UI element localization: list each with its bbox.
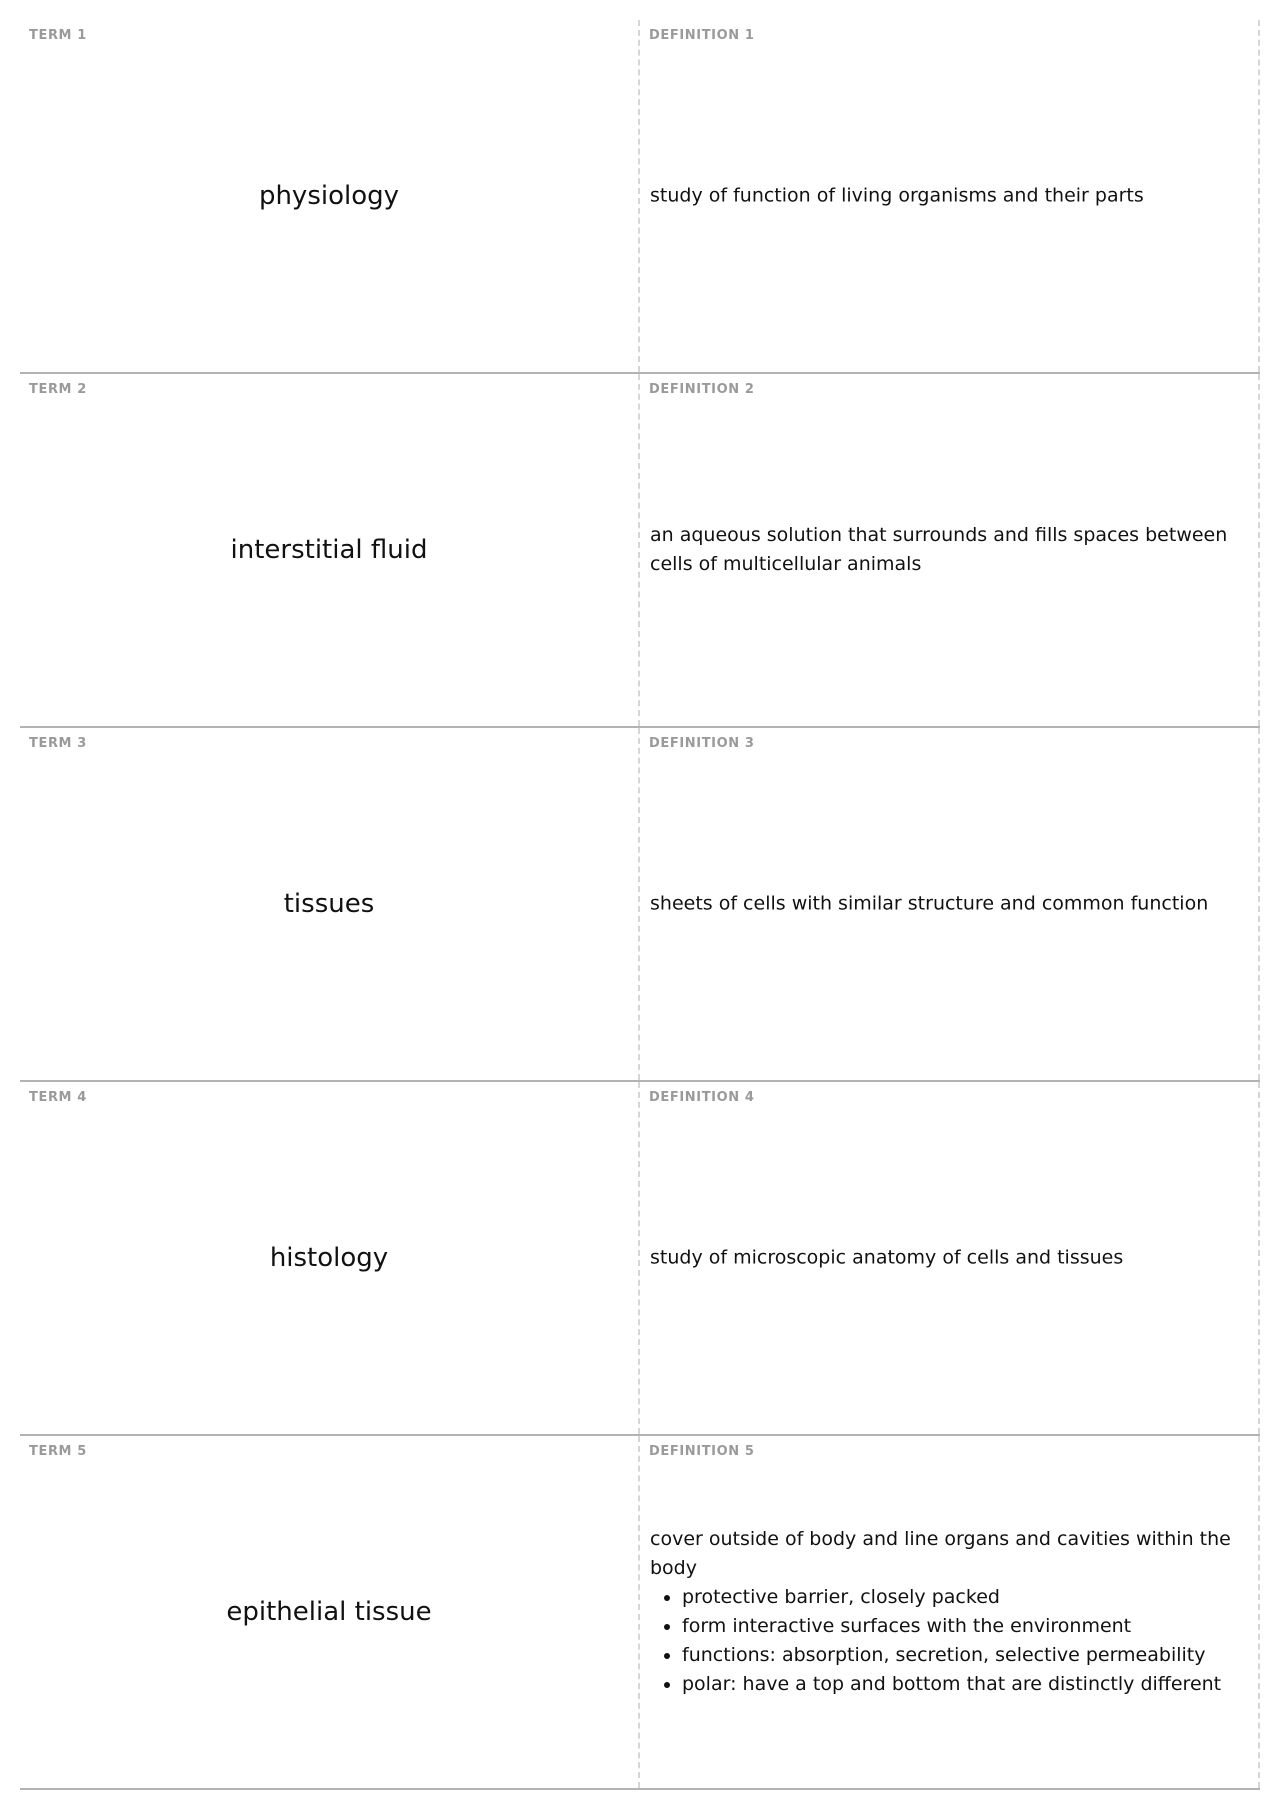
term-cell xyxy=(20,374,640,726)
definition-body xyxy=(650,521,1248,579)
definition-label: DEFINITION 4 xyxy=(649,1090,755,1105)
definition-cell xyxy=(640,728,1260,1080)
term-text: physiology xyxy=(258,181,400,211)
definition-label: DEFINITION 3 xyxy=(649,736,755,751)
definition-text: an aqueous solution that surrounds and fills spaces between cells of multicellular animals xyxy=(650,524,1228,575)
term-cell xyxy=(20,1082,640,1434)
definition-bullet: • form interactive surfaces with the environment xyxy=(682,1612,1248,1641)
definition-text: study of microscopic anatomy of cells and tissues xyxy=(650,1246,1124,1269)
definition-body xyxy=(650,1244,1248,1273)
definition-text: sheets of cells with similar structure and common function xyxy=(650,892,1209,915)
term-cell xyxy=(20,1436,640,1788)
definition-cell xyxy=(640,1082,1260,1434)
definition-label: DEFINITION 1 xyxy=(649,28,755,43)
term-text: tissues xyxy=(283,889,375,919)
term-cell xyxy=(20,20,640,372)
term-text: epithelial tissue xyxy=(226,1597,432,1627)
flashcard-row-1 xyxy=(20,20,1260,374)
flashcard-sheet xyxy=(20,20,1260,1790)
definition-body xyxy=(650,182,1248,211)
term-label: TERM 2 xyxy=(29,382,87,397)
definition-cell xyxy=(640,1436,1260,1788)
definition-cell xyxy=(640,20,1260,372)
flashcard-row-2 xyxy=(20,374,1260,728)
definition-bullet: • protective barrier, closely packed xyxy=(682,1583,1248,1612)
term-label: TERM 1 xyxy=(29,28,87,43)
flashcard-row-5 xyxy=(20,1436,1260,1790)
definition-text: cover outside of body and line organs and cavities within the body xyxy=(650,1528,1231,1579)
definition-bullet: • polar: have a top and bottom that are distinctly different xyxy=(682,1670,1248,1699)
term-label: TERM 4 xyxy=(29,1090,87,1105)
definition-body xyxy=(650,890,1248,919)
flashcard-row-3 xyxy=(20,728,1260,1082)
flashcard-row-4 xyxy=(20,1082,1260,1436)
definition-bullet-list xyxy=(650,1583,1248,1699)
definition-bullet: • functions: absorption, secretion, selective permeability xyxy=(682,1641,1248,1670)
term-text: interstitial fluid xyxy=(230,535,428,565)
term-cell xyxy=(20,728,640,1080)
definition-label: DEFINITION 2 xyxy=(649,382,755,397)
term-text: histology xyxy=(269,1243,389,1273)
term-label: TERM 5 xyxy=(29,1444,87,1459)
definition-label: DEFINITION 5 xyxy=(649,1444,755,1459)
term-label: TERM 3 xyxy=(29,736,87,751)
definition-text: study of function of living organisms and their parts xyxy=(650,184,1144,207)
definition-cell xyxy=(640,374,1260,726)
definition-body xyxy=(650,1525,1248,1699)
